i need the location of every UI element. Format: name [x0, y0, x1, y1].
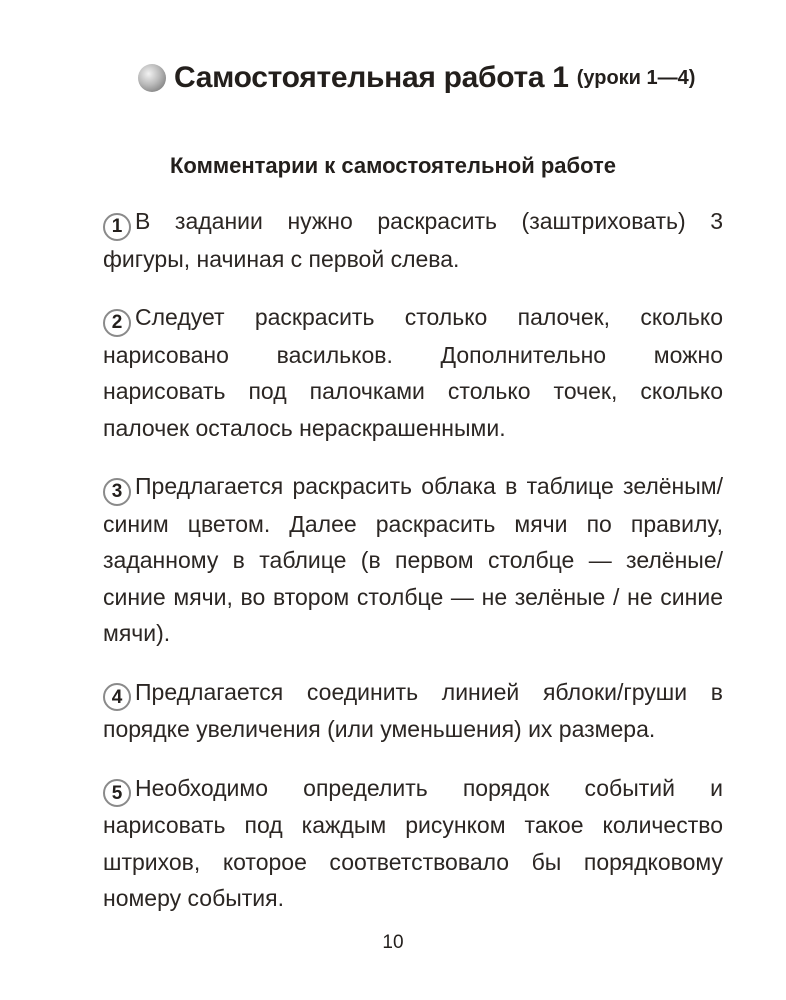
- comment-text: Предлагается соединить линией яблоки/груши в порядке увеличения (или уменьшения) их размера.: [103, 678, 723, 742]
- number-badge: 1: [103, 213, 131, 241]
- comment-text: Предлагается раскрасить облака в таблице зелёным/синим цветом. Далее раскрасить мячи по правилу, заданному в таблице (в первом столбце — зелёные/синие мячи, во втором столбце — не зелёные / не синие мячи).: [103, 473, 723, 646]
- title-lessons: (уроки 1—4): [576, 66, 696, 89]
- number-badge: 2: [103, 309, 131, 337]
- comment-item-5: [103, 770, 723, 917]
- comments-list: [103, 203, 723, 939]
- number-badge: 5: [103, 779, 131, 807]
- comment-text: Необходимо определить порядок событий и нарисовать под каждым рисунком такое количество штрихов, которое соответствовало бы порядковому номеру события.: [103, 774, 723, 911]
- number-badge: 3: [103, 478, 131, 506]
- section-title: [138, 58, 695, 98]
- page-number: 10: [382, 932, 404, 953]
- comment-text: Следует раскрасить столько палочек, сколько нарисовано васильков. Дополнительно можно нарисовать под палочками столько точек, сколько палочек осталось нераскрашенными.: [103, 304, 723, 441]
- comment-item-4: [103, 674, 723, 748]
- comments-heading: Комментарии к самостоятельной работе: [170, 153, 616, 178]
- sphere-bullet-icon: [138, 64, 166, 92]
- number-badge: 4: [103, 683, 131, 711]
- comment-text: В задании нужно раскрасить (заштриховать) 3 фигуры, начиная с первой слева.: [103, 208, 723, 272]
- comment-item-1: [103, 203, 723, 277]
- comment-item-3: [103, 468, 723, 652]
- comment-item-2: [103, 299, 723, 446]
- title-main: Самостоятельная работа 1: [174, 61, 569, 94]
